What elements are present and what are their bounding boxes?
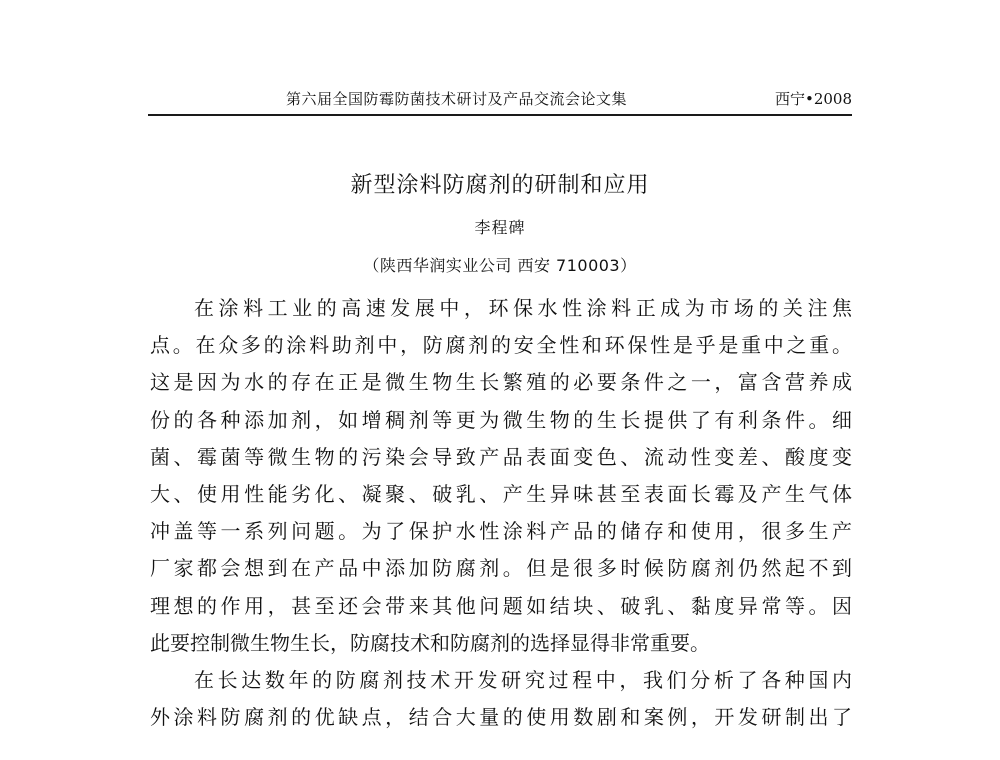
- place-year: 西宁•2008: [774, 90, 852, 108]
- text-line: 这是因为水的存在正是微生物生长繁殖的必要条件之一，富含营养成: [150, 370, 852, 395]
- text-line: 份的各种添加剂，如增稠剂等更为微生物的生长提供了有利条件。细: [150, 407, 852, 432]
- text-line: 外涂料防腐剂的优缺点，结合大量的使用数剧和案例，开发研制出了: [150, 705, 852, 730]
- running-header: [148, 88, 852, 114]
- text-line: 此要控制微生物生长，防腐技术和防腐剂的选择显得非常重要。: [150, 630, 710, 655]
- text-line: 在长达数年的防腐剂技术开发研究过程中，我们分析了各种国内: [194, 667, 852, 692]
- text-line: 在涂料工业的高速发展中，环保水性涂料正成为市场的关注焦: [194, 296, 852, 320]
- paragraph-2: [150, 662, 852, 736]
- author-affiliation: （陕西华润实业公司 西安 710003）: [363, 256, 637, 275]
- header-rule: [148, 114, 852, 116]
- text-line: 厂家都会想到在产品中添加防腐剂。但是很多时候防腐剂仍然起不到: [150, 556, 852, 581]
- paper-title: 新型涂料防腐剂的研制和应用: [350, 173, 650, 198]
- text-line: 理想的作用，甚至还会带来其他问题如结块、破乳、黏度异常等。因: [150, 593, 852, 618]
- text-line: 点。在众多的涂料助剂中，防腐剂的安全性和环保性是乎是重中之重。: [150, 333, 852, 358]
- text-line: 大、使用性能劣化、凝聚、破乳、产生异味甚至表面长霉及产生气体: [150, 481, 852, 506]
- conference-title: 第六届全国防霉防菌技术研讨及产品交流会论文集: [286, 90, 628, 108]
- text-line: 冲盖等一系列问题。为了保护水性涂料产品的储存和使用，很多生产: [150, 519, 852, 544]
- body-text: [150, 290, 852, 736]
- paragraph-1: [150, 290, 852, 662]
- text-line: 菌、霉菌等微生物的污染会导致产品表面变色、流动性变差、酸度变: [150, 444, 852, 469]
- paper-author: 李程碑: [474, 218, 526, 237]
